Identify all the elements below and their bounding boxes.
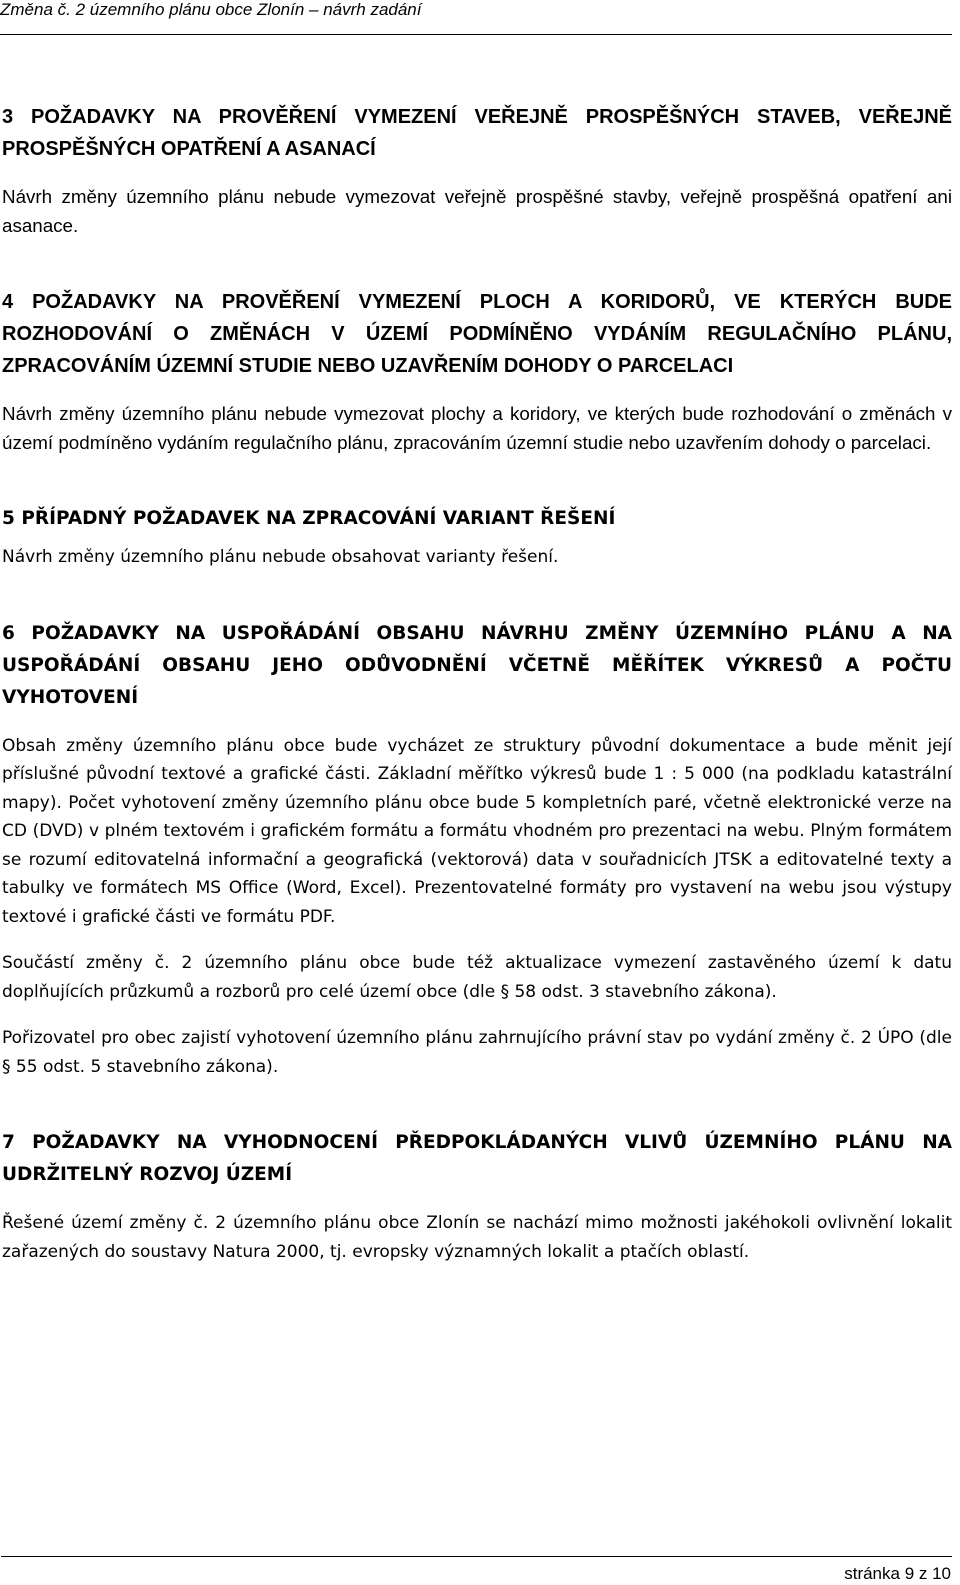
section-6	[2, 618, 952, 1082]
section-paragraph: Návrh změny územního plánu nebude vymezovat veřejně prospěšné stavby, veřejně prospěšná opatření ani asanace.	[2, 186, 952, 236]
section-paragraph: Návrh změny územního plánu nebude obsahovat varianty řešení.	[2, 547, 559, 567]
page-number: stránka 9 z 10	[844, 1564, 951, 1583]
section-7	[2, 1127, 952, 1266]
section-heading: 7 POŽADAVKY NA VYHODNOCENÍ PŘEDPOKLÁDANÝCH VLIVŮ ÚZEMNÍHO PLÁNU NA UDRŽITELNÝ ROZVOJ ÚZEMÍ	[2, 1132, 952, 1185]
page-header	[0, 0, 952, 35]
section-heading: 5 PŘÍPADNÝ POŽADAVEK NA ZPRACOVÁNÍ VARIANT ŘEŠENÍ	[2, 508, 616, 529]
section-paragraph: Obsah změny územního plánu obce bude vycházet ze struktury původní dokumentace a bude měnit její příslušné původní textové a grafické části. Základní měřítko výkresů bude 1 : 5 000 (na podkladu katastrální mapy). Počet vyhotovení změny územního plánu obce bude 5 kompletních paré, včetně elektronické verze na CD (DVD) v plném textovém i grafickém formátu a formátu vhodném pro prezentaci na webu. Plným formátem se rozumí editovatelná informační a geografická (vektorová) data v souřadnicích JTSK a editovatelné texty a tabulky ve formátech MS Office (Word, Excel). Prezentovatelné formáty pro vystavení na webu jsou výstupy textové i grafické části ve formátu PDF.	[2, 735, 952, 927]
page-footer	[0, 1556, 960, 1585]
section-paragraph: Pořizovatel pro obec zajistí vyhotovení územního plánu zahrnujícího právní stav po vydání změny č. 2 ÚPO (dle § 55 odst. 5 stavebního zákona).	[2, 1028, 952, 1077]
section-heading: 3 POŽADAVKY NA PROVĚŘENÍ VYMEZENÍ VEŘEJNĚ PROSPĚŠNÝCH STAVEB, VEŘEJNĚ PROSPĚŠNÝCH OPATŘENÍ A ASANACÍ	[2, 106, 952, 160]
document-body	[2, 101, 952, 1266]
footer-divider	[1, 1556, 952, 1557]
document-title: Změna č. 2 územního plánu obce Zlonín – návrh zadání	[0, 0, 422, 19]
section-5	[2, 503, 952, 572]
section-4	[2, 286, 952, 457]
section-3	[2, 101, 952, 240]
section-heading: 6 POŽADAVKY NA USPOŘÁDÁNÍ OBSAHU NÁVRHU ZMĚNY ÚZEMNÍHO PLÁNU A NA USPOŘÁDÁNÍ OBSAHU JEHO ODŮVODNĚNÍ VČETNĚ MĚŘÍTEK VÝKRESŮ A POČTU VYHOTOVENÍ	[2, 622, 952, 708]
section-heading: 4 POŽADAVKY NA PROVĚŘENÍ VYMEZENÍ PLOCH A KORIDORŮ, VE KTERÝCH BUDE ROZHODOVÁNÍ O ZMĚNÁCH V ÚZEMÍ PODMÍNĚNO VYDÁNÍM REGULAČNÍHO PLÁNU, ZPRACOVÁNÍM ÚZEMNÍ STUDIE NEBO UZAVŘENÍM DOHODY O PARCELACI	[2, 291, 952, 377]
section-paragraph: Řešené území změny č. 2 územního plánu obce Zlonín se nachází mimo možnosti jakéhokoli ovlivnění lokalit zařazených do soustavy Natura 2000, tj. evropsky významných lokalit a ptačích oblastí.	[2, 1213, 952, 1262]
section-paragraph: Návrh změny územního plánu nebude vymezovat plochy a koridory, ve kterých bude rozhodování o změnách v území podmíněno vydáním regulačního plánu, zpracováním územní studie nebo uzavřením dohody o parcelaci.	[2, 403, 952, 453]
section-paragraph: Součástí změny č. 2 územního plánu obce bude též aktualizace vymezení zastavěného území k datu doplňujících průzkumů a rozborů pro celé území obce (dle § 58 odst. 3 stavebního zákona).	[2, 953, 952, 1002]
